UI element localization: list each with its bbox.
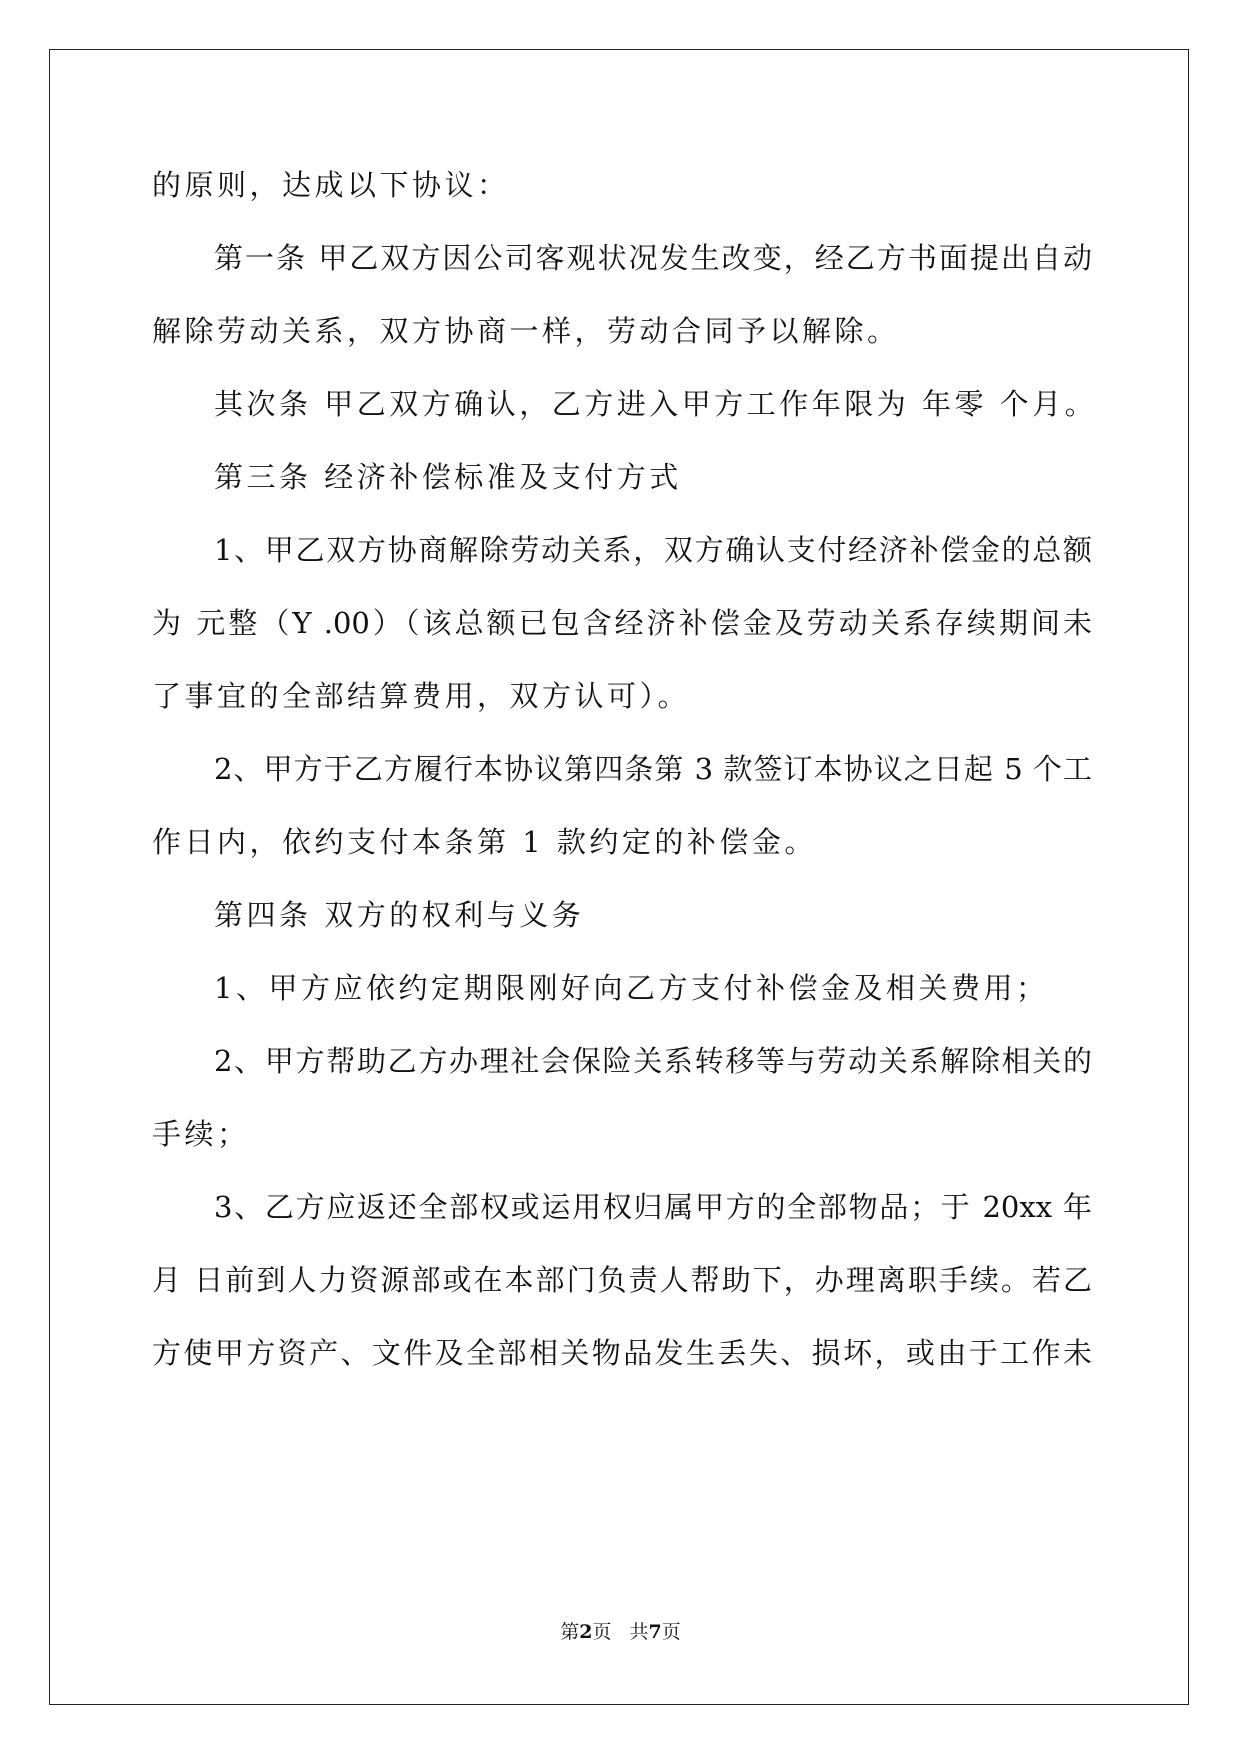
text-line: 2、甲方于乙方履行本协议第四条第 3 款签订本协议之日起 5 个工 [214, 752, 1092, 786]
text-line: 了事宜的全部结算费用，双方认可）。 [152, 679, 691, 713]
text-line: 第四条 双方的权利与义务 [214, 898, 585, 932]
footer-page-suffix: 页 [592, 1621, 612, 1643]
text-line: 3、乙方应返还全部权或运用权归属甲方的全部物品；于 20xx 年 [214, 1190, 1092, 1224]
text-line: 的原则，达成以下协议： [152, 168, 510, 202]
text-line: 第三条 经济补偿标准及支付方式 [214, 460, 682, 494]
text-line: 为 元整（Y .00）（该总额已包含经济补偿金及劳动关系存续期间未 [152, 606, 1092, 640]
text-line: 月 日前到人力资源部或在本部门负责人帮助下，办理离职手续。若乙 [152, 1263, 1092, 1297]
text-line: 其次条 甲乙双方确认，乙方进入甲方工作年限为 年零 个月。 [214, 387, 1098, 421]
text-line: 方使甲方资产、文件及全部相关物品发生丢失、损坏，或由于工作未 [152, 1336, 1092, 1370]
text-line: 作日内，依约支付本条第 1 款约定的补偿金。 [152, 825, 817, 859]
text-line: 第一条 甲乙双方因公司客观状况发生改变，经乙方书面提出自动 [214, 241, 1092, 275]
footer-total-pages: 7 [648, 1621, 662, 1643]
text-line: 手续； [152, 1117, 250, 1151]
page-border [49, 49, 1189, 1705]
page-footer [0, 1620, 1241, 1644]
footer-total-prefix: 共 [629, 1621, 649, 1643]
text-line: 2、甲方帮助乙方办理社会保险关系转移等与劳动关系解除相关的 [214, 1044, 1092, 1078]
footer-page-prefix: 第 [560, 1621, 580, 1643]
text-line: 1、甲乙双方协商解除劳动关系，双方确认支付经济补偿金的总额 [214, 533, 1092, 567]
footer-page-number: 2 [579, 1621, 593, 1643]
text-line: 解除劳动关系，双方协商一样，劳动合同予以解除。 [152, 314, 900, 348]
footer-total-suffix: 页 [661, 1621, 681, 1643]
text-line: 1、甲方应依约定期限刚好向乙方支付补偿金及相关费用； [214, 971, 1049, 1005]
